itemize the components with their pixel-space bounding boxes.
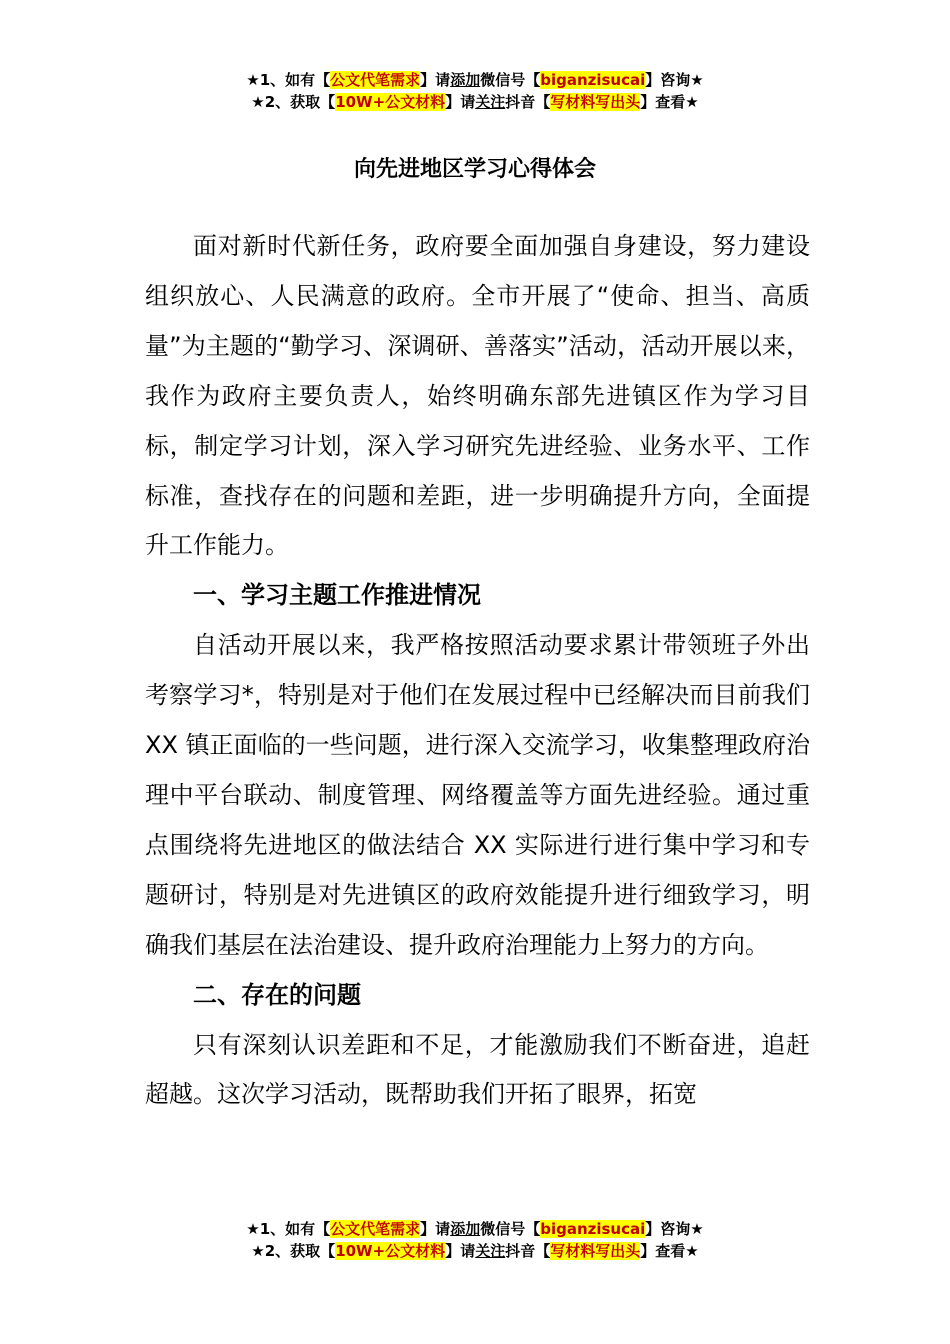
banner-highlight: biganzisucai (540, 1220, 646, 1238)
banner-text: ★2、获取【 (251, 1242, 336, 1260)
banner-text: 】请 (420, 1220, 451, 1238)
footer-banner (0, 1218, 950, 1262)
banner-text: 抖音【 (505, 93, 551, 111)
banner-highlight: 10W+公文材料 (335, 1242, 446, 1260)
banner-text: 】咨询★ (645, 1220, 704, 1238)
banner-text: ★2、获取【 (251, 93, 336, 111)
banner-highlight: 写材料写出头 (550, 93, 641, 111)
banner-text: 】请 (445, 1242, 476, 1260)
banner-highlight: 公文代笔需求 (330, 71, 421, 89)
banner-line-2 (0, 91, 950, 113)
banner-underline: 添加 (450, 71, 481, 89)
banner-text: 微信号【 (480, 71, 541, 89)
banner-highlight: biganzisucai (540, 71, 646, 89)
section-2-heading: 二、存在的问题 (193, 980, 361, 1009)
banner-text: 】请 (445, 93, 476, 111)
banner-text: 抖音【 (505, 1242, 551, 1260)
banner-text: 】查看★ (640, 93, 699, 111)
banner-text: ★1、如有【 (246, 71, 331, 89)
banner-highlight: 公文代笔需求 (330, 1220, 421, 1238)
banner-text: 】查看★ (640, 1242, 699, 1260)
document-body (145, 222, 810, 1120)
banner-line-1 (0, 69, 950, 91)
banner-text: 】咨询★ (645, 71, 704, 89)
banner-underline: 关注 (475, 93, 506, 111)
banner-underline: 关注 (475, 1242, 506, 1260)
document-title: 向先进地区学习心得体会 (353, 157, 596, 182)
banner-highlight: 写材料写出头 (550, 1242, 641, 1260)
section-2-paragraph: 只有深刻认识差距和不足，才能激励我们不断奋进，追赶超越。这次学习活动，既帮助我们开拓了眼界，拓宽 (145, 1030, 810, 1109)
section-1-paragraph: 自活动开展以来，我严格按照活动要求累计带领班子外出考察学习*，特别是对于他们在发展过程中已经解决而目前我们 XX 镇正面临的一些问题，进行深入交流学习，收集整理政府治理中平台联动、制度管理、网络覆盖等方面先进经验。通过重点围绕将先进地区的做法结合 XX 实际进行进行集中学习和专题研讨，特别是对先进镇区的政府效能提升进行细致学习，明确我们基层在法治建设、提升政府治理能力上努力的方向。 (145, 631, 810, 959)
banner-text: 】请 (420, 71, 451, 89)
section-1-heading: 一、学习主题工作推进情况 (193, 581, 481, 610)
banner-text: 微信号【 (480, 1220, 541, 1238)
banner-underline: 添加 (450, 1220, 481, 1238)
header-banner (0, 69, 950, 113)
banner-line-1 (0, 1218, 950, 1240)
banner-highlight: 10W+公文材料 (335, 93, 446, 111)
banner-line-2 (0, 1240, 950, 1262)
banner-text: ★1、如有【 (246, 1220, 331, 1238)
intro-paragraph: 面对新时代新任务，政府要全面加强自身建设，努力建设组织放心、人民满意的政府。全市开展了“使命、担当、高质量”为主题的“勤学习、深调研、善落实”活动，活动开展以来，我作为政府主要负责人，始终明确东部先进镇区作为学习目标，制定学习计划，深入学习研究先进经验、业务水平、工作标准，查找存在的问题和差距，进一步明确提升方向，全面提升工作能力。 (145, 232, 810, 560)
